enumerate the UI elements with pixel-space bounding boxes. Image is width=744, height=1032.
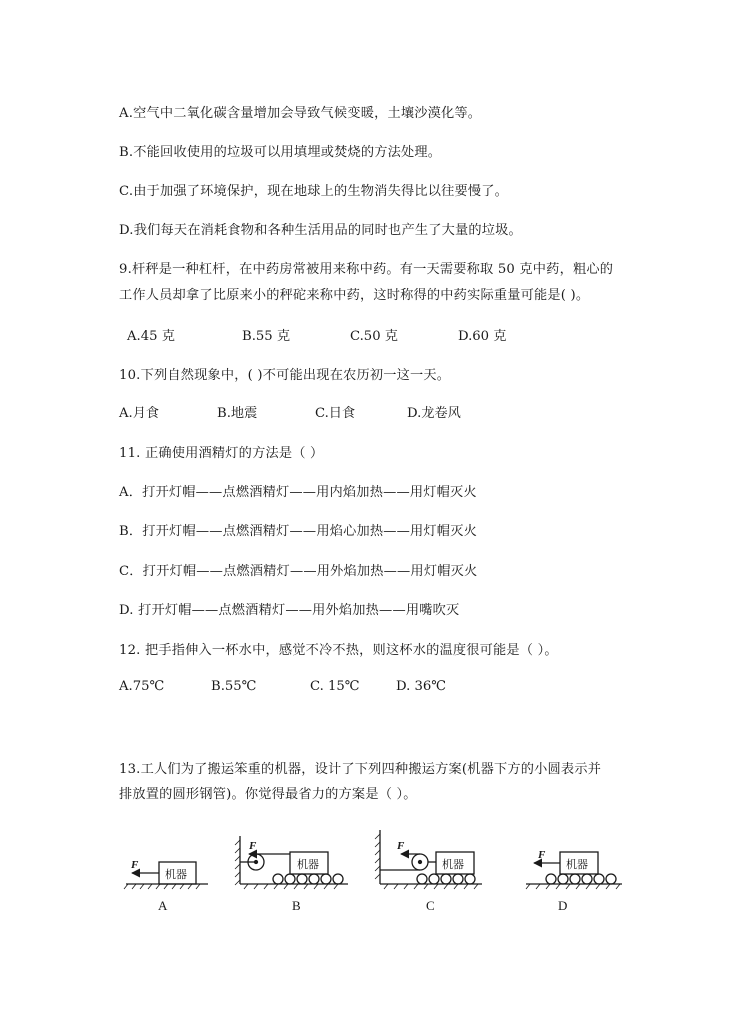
q12-option-a: A.75℃ bbox=[119, 679, 165, 694]
force-label-d: F bbox=[538, 849, 546, 861]
panel-label-c: C bbox=[426, 898, 435, 913]
roller bbox=[594, 874, 604, 884]
q12-option-b: B.55℃ bbox=[211, 679, 257, 694]
machine-label-c: 机器 bbox=[442, 858, 464, 871]
q10-option-c: C.日食 bbox=[315, 406, 356, 421]
q11-option-d: D. 打开灯帽——点燃酒精灯——用外焰加热——用嘴吹灭 bbox=[119, 603, 460, 618]
q9-stem-line1: 9.杆秤是一种杠杆，在中药房常被用来称中药。有一天需要称取 50 克中药，粗心的 bbox=[119, 262, 614, 277]
roller bbox=[606, 874, 616, 884]
roller bbox=[570, 874, 580, 884]
panel-label-b: B bbox=[292, 898, 301, 913]
prev-option-c: C.由于加强了环境保护，现在地球上的生物消失得比以往要慢了。 bbox=[119, 184, 509, 199]
roller bbox=[273, 874, 283, 884]
roller bbox=[429, 874, 439, 884]
roller bbox=[546, 874, 556, 884]
roller bbox=[453, 874, 463, 884]
prev-option-b: B.不能回收使用的垃圾可以用填埋或焚烧的方法处理。 bbox=[119, 145, 442, 160]
q9-option-a: A.45 克 bbox=[127, 329, 175, 344]
q12-option-c: C. 15℃ bbox=[310, 679, 360, 694]
q11-option-b: B．打开灯帽——点燃酒精灯——用焰心加热——用灯帽灭火 bbox=[119, 524, 477, 539]
roller bbox=[333, 874, 343, 884]
q11-option-a: A．打开灯帽——点燃酒精灯——用内焰加热——用灯帽灭火 bbox=[119, 485, 477, 500]
q13-stem-line2: 排放置的圆形钢管)。你觉得最省力的方案是（ ）。 bbox=[119, 787, 417, 802]
prev-option-d: D.我们每天在消耗食物和各种生活用品的同时也产生了大量的垃圾。 bbox=[119, 223, 522, 238]
machine-label-a: 机器 bbox=[165, 868, 187, 881]
q12-stem: 12. 把手指伸入一杯水中，感觉不冷不热，则这杯水的温度很可能是（ ）。 bbox=[119, 643, 558, 658]
roller bbox=[582, 874, 592, 884]
panel-c bbox=[375, 830, 482, 889]
q12-option-d: D. 36℃ bbox=[396, 679, 447, 694]
q9-option-d: D.60 克 bbox=[458, 329, 507, 344]
q13-stem-line1: 13.工人们为了搬运笨重的机器，设计了下列四种搬运方案(机器下方的小圆表示并 bbox=[119, 762, 602, 777]
q9-stem-line2: 工作人员却拿了比原来小的秤砣来称中药，这时称得的中药实际重量可能是( )。 bbox=[119, 288, 590, 303]
q9-option-c: C.50 克 bbox=[350, 329, 398, 344]
machine-label-b: 机器 bbox=[297, 858, 319, 871]
force-label-c: F bbox=[397, 840, 405, 852]
panel-label-a: A bbox=[158, 898, 168, 913]
roller bbox=[465, 874, 475, 884]
q10-option-b: B.地震 bbox=[217, 406, 258, 421]
prev-option-a: A.空气中二氧化碳含量增加会导致气候变暖，土壤沙漠化等。 bbox=[119, 106, 482, 121]
panel-label-d: D bbox=[558, 898, 568, 913]
q10-stem: 10.下列自然现象中，( )不可能出现在农历初一这一天。 bbox=[119, 368, 451, 383]
roller bbox=[285, 874, 295, 884]
q11-stem: 11. 正确使用酒精灯的方法是（ ） bbox=[119, 446, 324, 461]
roller bbox=[441, 874, 451, 884]
q10-option-a: A.月食 bbox=[119, 406, 160, 421]
q9-option-b: B.55 克 bbox=[242, 329, 291, 344]
force-label-a: F bbox=[131, 859, 139, 871]
roller bbox=[417, 874, 427, 884]
machine-label-d: 机器 bbox=[566, 858, 588, 871]
force-label-b: F bbox=[249, 840, 257, 852]
roller bbox=[321, 874, 331, 884]
roller bbox=[297, 874, 307, 884]
roller bbox=[558, 874, 568, 884]
roller bbox=[309, 874, 319, 884]
q10-option-d: D.龙卷风 bbox=[407, 406, 461, 421]
q11-option-c: C．打开灯帽——点燃酒精灯——用外焰加热——用灯帽灭火 bbox=[119, 564, 478, 579]
